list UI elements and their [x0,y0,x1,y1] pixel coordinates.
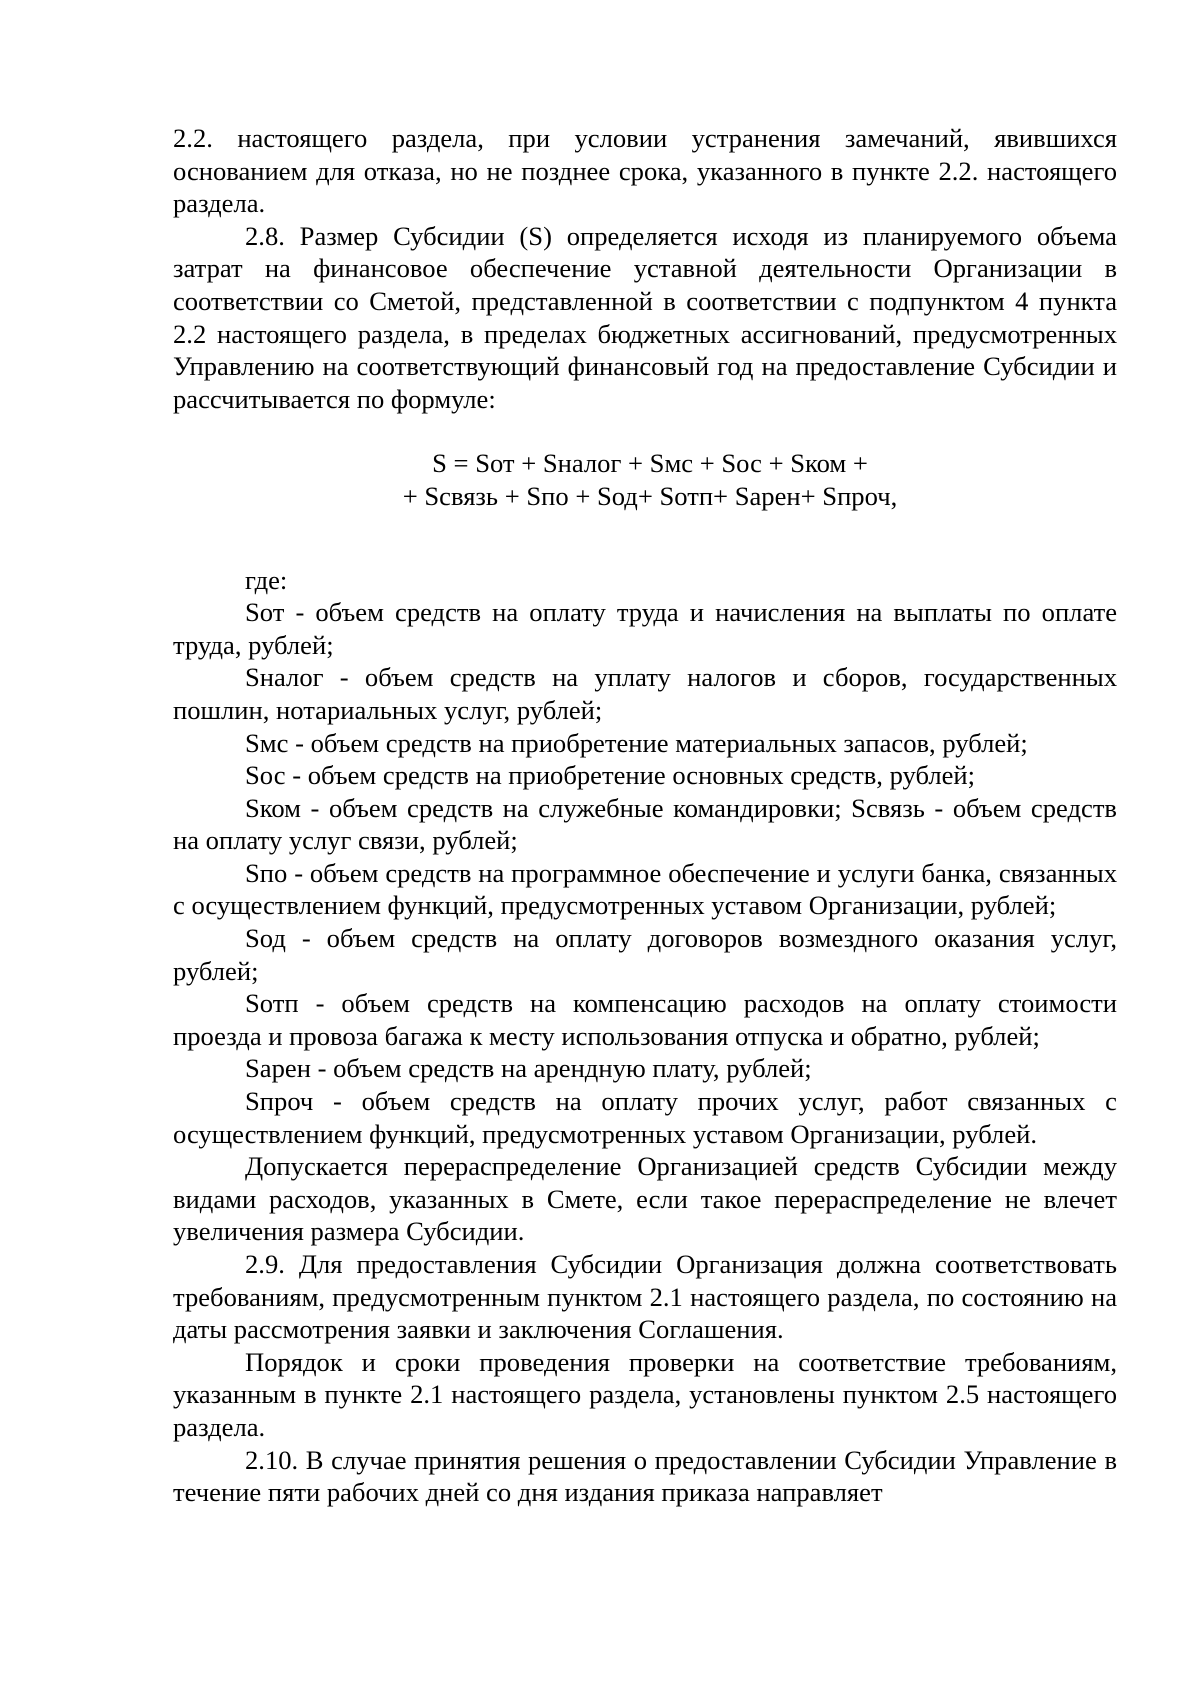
paragraph-where: где: [245,564,288,595]
paragraph-def-skom: Sком - объем средств на служебные командировки; Sсвязь - объем средств на оплату услуг связи, рублей; [173,792,1117,856]
paragraph-def-sproch: Sпроч - объем средств на оплату прочих услуг, работ связанных с осуществлением функций, предусмотренных уставом Организации, рублей. [173,1086,1117,1149]
paragraph-def-smc: Sмс - объем средств на приобретение материальных запасов, рублей; [245,727,1028,758]
paragraph-2-9: 2.9. Для предоставления Субсидии Организация должна соответствовать требованиям, предусмотренным пунктом 2.1 настоящего раздела, по состоянию на даты рассмотрения заявки и заключения Соглашения. [173,1249,1117,1345]
paragraph-def-sot: Sот - объем средств на оплату труда и начисления на выплаты по оплате труда, рублей; [173,597,1117,660]
paragraph-redistribution: Допускается перераспределение Организацией средств Субсидии между видами расходов, указанных в Смете, если такое перераспределение не влечет увеличения размера Субсидии. [173,1151,1117,1247]
paragraph-continuation: 2.2. настоящего раздела, при условии устранения замечаний, явившихся основанием для отказа, но не позднее срока, указанного в пункте 2.2. настоящего раздела. [173,123,1117,219]
paragraph-check-order: Порядок и сроки проведения проверки на соответствие требованиям, указанным в пункте 2.1 настоящего раздела, установлены пунктом 2.5 настоящего раздела. [173,1346,1117,1442]
subsidy-formula [173,447,1117,512]
paragraph-def-spo: Sпо - объем средств на программное обеспечение и услуги банка, связанных с осуществлением функций, предусмотренных уставом Организации, рублей; [173,857,1117,921]
paragraph-def-saren: Sарен - объем средств на арендную плату, рублей; [245,1053,812,1084]
document-body [173,122,1117,1509]
paragraph-2-10: 2.10. В случае принятия решения о предоставлении Субсидии Управление в течение пяти рабочих дней со дня издания приказа направляет [173,1444,1117,1508]
paragraph-def-sod: Sод - объем средств на оплату договоров возмездного оказания услуг, рублей; [173,923,1117,986]
paragraph-2-8: 2.8. Размер Субсидии (S) определяется исходя из планируемого объема затрат на финансовое обеспечение уставной деятельности Организации в соответствии со Сметой, представленной в соответствии с подпунктом 4 пункта 2.2 настоящего раздела, в пределах бюджетных ассигнований, предусмотренных Управлению на соответствующий финансовый год на предоставление Субсидии и рассчитывается по формуле: [173,220,1117,414]
paragraph-def-snalog: Sналог - объем средств на уплату налогов и сборов, государственных пошлин, нотариальных услуг, рублей; [173,662,1117,725]
formula-line-2: + Sсвязь + Sпо + Sод+ Sотп+ Sарен+ Sпроч, [402,480,898,511]
formula-line-1: S = Sот + Sналог + Sмс + Sос + Sком + [432,448,868,479]
paragraph-def-soc: Sос - объем средств на приобретение основных средств, рублей; [245,760,976,791]
paragraph-def-sotp: Sотп - объем средств на компенсацию расходов на оплату стоимости проезда и провоза багажа к месту использования отпуска и обратно, рублей; [173,988,1117,1051]
